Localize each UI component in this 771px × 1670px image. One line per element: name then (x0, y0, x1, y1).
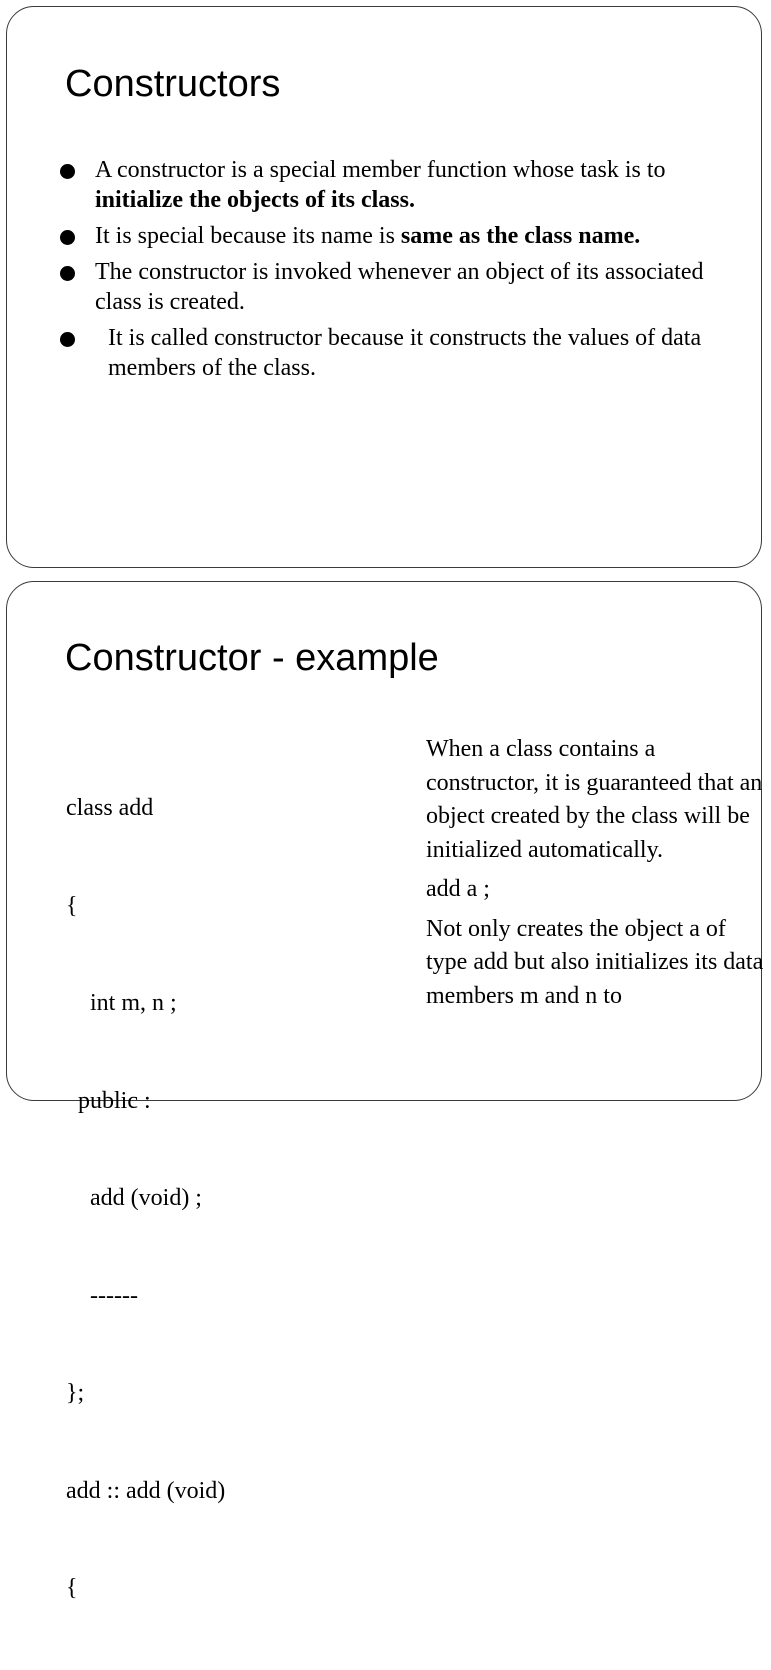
code-line: add (void) ; (66, 1185, 202, 1211)
bullet-dot-icon (60, 332, 75, 347)
bullet-text: It is special because its name is (95, 223, 401, 249)
code-block (66, 727, 225, 1670)
code-line: add :: add (void) (66, 1477, 226, 1504)
bullet-text: A constructor is a special member function whose task is to (95, 157, 666, 183)
bullet-dot-icon (60, 164, 75, 179)
bullet-item (55, 323, 735, 383)
slide-constructors (6, 6, 762, 568)
explanation-paragraph: add a ; (426, 876, 490, 902)
code-line: public : (66, 1087, 151, 1114)
bullet-dot-icon (60, 266, 75, 281)
code-line: class add (66, 795, 154, 821)
code-line: { (66, 1575, 78, 1601)
bullet-text: The constructor is invoked whenever an object of its associated class is created. (95, 259, 704, 315)
code-line: int m, n ; (66, 990, 177, 1016)
bullet-item (55, 221, 735, 251)
bullet-item (55, 257, 735, 317)
code-line: ------ (66, 1282, 138, 1309)
bullet-bold-text: same as the class name. (400, 223, 641, 249)
bullet-list (55, 155, 735, 389)
bullet-text: It is called constructor because it constructs the values of data members of the class. (108, 325, 702, 381)
code-line: { (66, 892, 78, 919)
code-line: }; (66, 1380, 85, 1406)
bullet-bold-text: initialize the objects of its class. (95, 187, 415, 213)
explanation-paragraph: Not only creates the object a of type add but also initializes its data members m and n to (426, 915, 764, 1009)
slide-title: Constructor - example (65, 637, 439, 679)
slide-title: Constructors (65, 63, 281, 105)
bullet-dot-icon (60, 230, 75, 245)
bullet-item (55, 155, 735, 215)
explanation-text (426, 733, 771, 1019)
slide-constructor-example (6, 581, 764, 1601)
explanation-paragraph: When a class contains a constructor, it is guaranteed that an object created by the class will be initialized automatically. (426, 736, 763, 863)
